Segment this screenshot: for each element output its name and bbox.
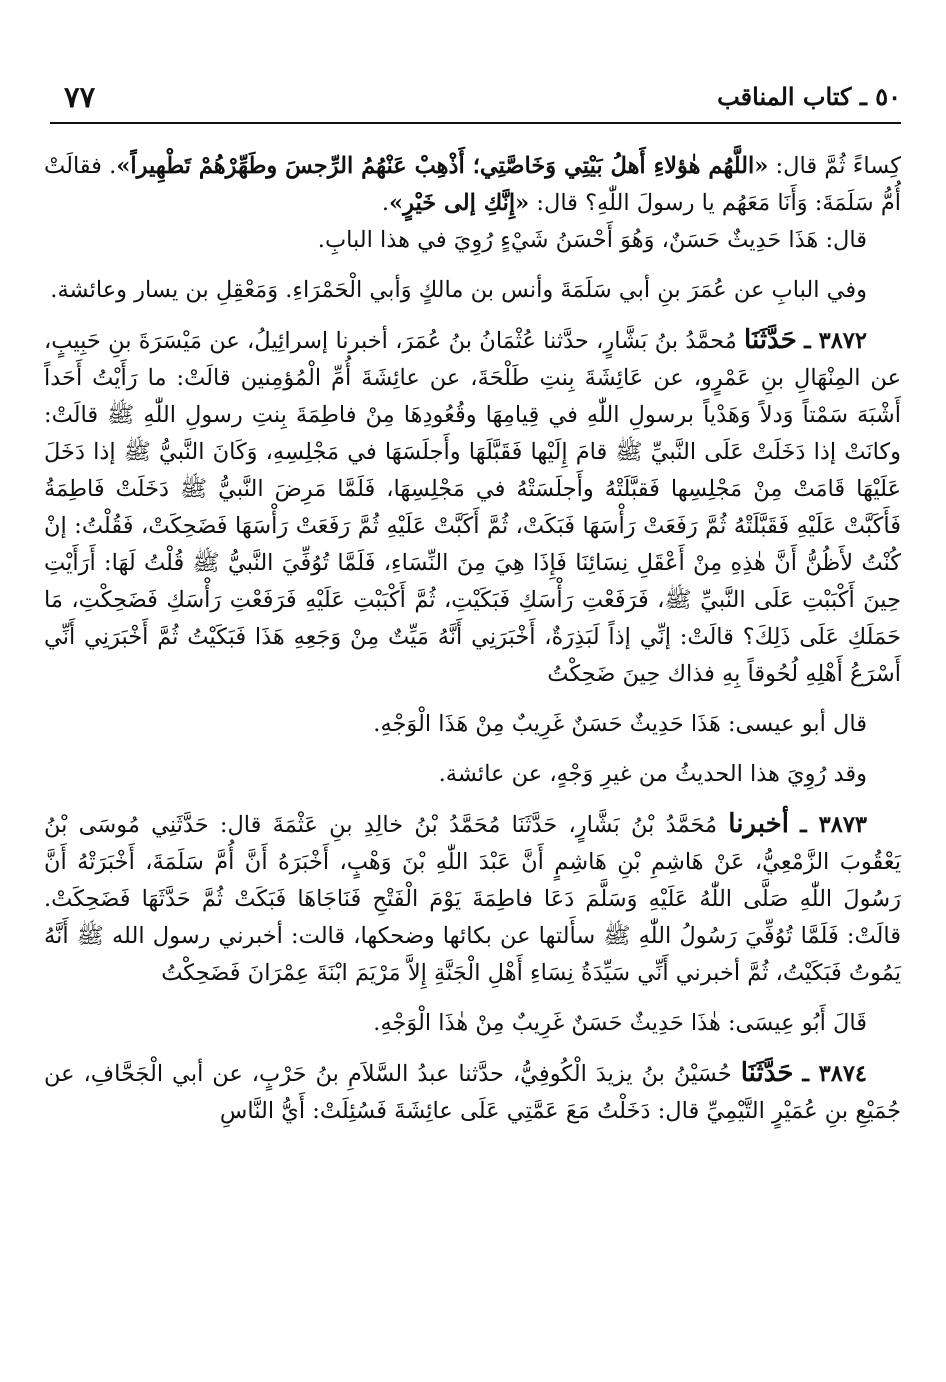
chapter-title: ٥٠ ـ كتاب المناقب	[717, 82, 901, 111]
hadith-paragraph	[44, 1055, 901, 1130]
hadith-text: مُحمَّدُ بنُ بَشَّارٍ، حدَّثنا عُثْمَانُ بنُ عُمَرَ، أخبرنا إسرائِيلُ، عن مَيْسَرَةَ بنِ حَبِيبٍ، عن المِنْهَالِ بنِ عَمْرٍو، عن عَائِشَةَ بِنتِ طَلْحَةَ، عن عائِشَةَ أُمِّ الْمُؤمِنين قالَتْ: ما رَأَيْتُ أَحَداً أَشْبَهَ سَمْتاً وَدلاً وَهَدْياً برسولِ اللّٰهِ في قِيامِهَا وقُعُودِهَا مِنْ فاطِمَةَ بِنتِ رسولِ اللّٰهِ ﷺ قالَتْ: وكانَتْ إذا دَخَلَتْ عَلَى النَّبيِّ ﷺ قامَ إِلَيْها فَقَبَّلَهَا وأَجلَسَهَا في مَجْلِسِهِ، وَكَانَ النَّبيُّ ﷺ إذا دَخَلَ عَلَيْهَا قَامَتْ مِنْ مَجْلِسِها فَقبَّلَتْهُ وأَجلَسَتْهُ في مَجْلِسِهَا، فَلَمَّا مَرِضَ النَّبيُّ ﷺ دَخَلَتْ فَاطِمَةُ فَأَكَبَّتْ عَلَيْهِ فَقَبَّلَتْهُ ثُمَّ رَفَعَتْ رَأْسَهَا فَبَكَتْ، ثُمَّ أَكَبَّتْ عَلَيْهِ ثُمَّ رَفَعَتْ رَأْسَهَا فَضَحِكَتْ، فَقُلْتُ: إنْ كُنْتُ لأَظُنُّ أَنَّ هٰذِهِ مِنْ أَعْقَلِ نِسَائِنَا فَإِذَا هِيَ مِنَ النِّسَاءِ، فَلَمَّا تُوُفِّيَ النَّبيُّ ﷺ قُلْتُ لَهَا: أَرَأَيْتِ حِينَ أَكْبَبْتِ عَلَى النَّبيِّ ﷺ، فَرَفَعْتِ رَأْسَكِ فَبَكَيْتِ، ثُمَّ أَكْبَبْتِ عَلَيْهِ فَرَفَعْتِ رَأْسَكِ فَضَحِكْتِ، مَا حَمَلَكِ عَلَى ذَلِكَ؟ قالَتْ: إنِّي إذاً لَبَذِرَةٌ، أَخْبَرَنِي أَنَّهُ مَيِّتٌ مِنْ وَجَعِهِ هَذَا فَبَكَيْتُ ثُمَّ أَخْبَرَنِي أَنِّي أَسْرَعُ أَهْلِهِ لُحُوقاً بِهِ فذاك حِينَ ضَحِكْتُ	[44, 328, 901, 687]
paragraph-text: . فقالَتْ أُمُّ سَلَمَةَ: وَأَنَا مَعَهُم يا رسولَ اللّٰهِ؟ قال:	[44, 153, 901, 216]
hadith-paragraph	[44, 322, 901, 693]
prophetic-quote: «إِنَّكِ إلى خَيْرٍ»	[389, 190, 530, 216]
paragraph-text: كِساءً ثُمَّ قال:	[768, 153, 901, 179]
commentary-paragraph: وفي البابِ عن عُمَرَ بنِ أبي سَلَمَةَ وأنس بن مالكٍ وَأبي الْحَمْرَاءِ. وَمَعْقِلِ بن يسار وعائشة.	[50, 277, 867, 303]
body-text	[44, 148, 901, 1130]
hadith-number: ٣٨٧٤ ـ	[802, 1061, 867, 1087]
hadith-text: مُحَمَّدُ بْنُ بَشَّارٍ، حَدَّثَنَا مُحَمَّدُ بْنُ خالِدِ بنِ عَثْمَةَ قال: حَدَّثَنِي مُوسَى بْنُ يَعْقُوبَ الزَّمْعِيُّ، عَنْ هَاشِمِ بْنِ هَاشِمٍ أَنَّ عَبْدَ اللّٰهِ بْنَ وَهْبٍ، أَخْبَرَهُ أَنَّ أُمَّ سَلَمَةَ، أَخْبَرَتْهُ أَنَّ رَسُولَ اللّٰهِ صَلَّى اللّٰهُ عَلَيْهِ وَسَلَّمَ دَعَا فاطِمَةَ يَوْمَ الْفَتْحِ فَنَاجَاهَا فَبَكَتْ ثُمَّ حَدَّثَهَا فَضَحِكَتْ. قالَتْ: فَلَمَّا تُوُفِّيَ رَسُولُ اللّٰهِ ﷺ سأَلتها عن بكائها وضحكها، قالت: أخبرني رسول الله ﷺ أَنَّهُ يَمُوتُ فَبَكَيْتُ، ثُمَّ أخبرني أَنِّي سَيِّدَةُ نِسَاءِ أَهْلِ الْجَنَّةِ إِلاَّ مَرْيَمَ ابْنَةَ عِمْرَانَ فَضَحِكْتُ	[44, 812, 901, 986]
commentary-paragraph: قَالَ أَبُو عِيسَى: هٰذَا حَدِيثٌ حَسَنٌ غَرِيبٌ مِنْ هٰذَا الْوَجْهِ.	[373, 1010, 867, 1036]
hadith-keyword: حَدَّثَنَا	[744, 325, 797, 355]
commentary-paragraph: قال أبو عيسى: هَذَا حَدِيثٌ حَسَنٌ غَرِيبٌ مِنْ هَذَا الْوَجْهِ.	[373, 711, 867, 737]
paragraph-continuation	[44, 148, 901, 222]
hadith-text: حُسَيْنُ بنُ يزيدَ الْكُوفِيُّ، حدَّثنا عبدُ السَّلاَمِ بنُ حَرْبٍ، عن أبي الْجَحَّافِ، عن جُمَيْعِ بنِ عُمَيْرٍ التَّيْمِيِّ قال: دَخَلْتُ مَعَ عَمَّتِي عَلَى عائِشَةَ فَسُئِلَتْ: أَيُّ النَّاسِ	[44, 1061, 901, 1124]
hadith-number: ٣٨٧٢ ـ	[804, 328, 867, 354]
hadith-keyword: حَدَّثَنَا	[740, 1058, 794, 1088]
commentary-paragraph: وقد رُوِيَ هذا الحديثُ من غيرِ وَجْهٍ، عن عائشة.	[438, 761, 867, 787]
hadith-number: ٣٨٧٣ ـ	[800, 812, 867, 838]
hadith-keyword: أخبرنا	[728, 809, 789, 839]
hadith-paragraph	[44, 806, 901, 992]
prophetic-quote: «اللَّهُم هٰؤلاءِ أَهلُ بَيْتِي وَخَاصَّتِي؛ أَذْهِبْ عَنْهُمُ الرِّجسَ وطَهِّرْهُمْ تَطْهِيراً»	[116, 153, 769, 179]
paragraph-text: .	[381, 190, 389, 216]
commentary-paragraph: قال: هَذَا حَدِيثٌ حَسَنٌ، وَهُوَ أَحْسَنُ شَيْءٍ رُوِيَ في هذا البابِ.	[317, 227, 867, 253]
page-number: ٧٧	[64, 80, 96, 114]
running-header	[50, 78, 901, 124]
